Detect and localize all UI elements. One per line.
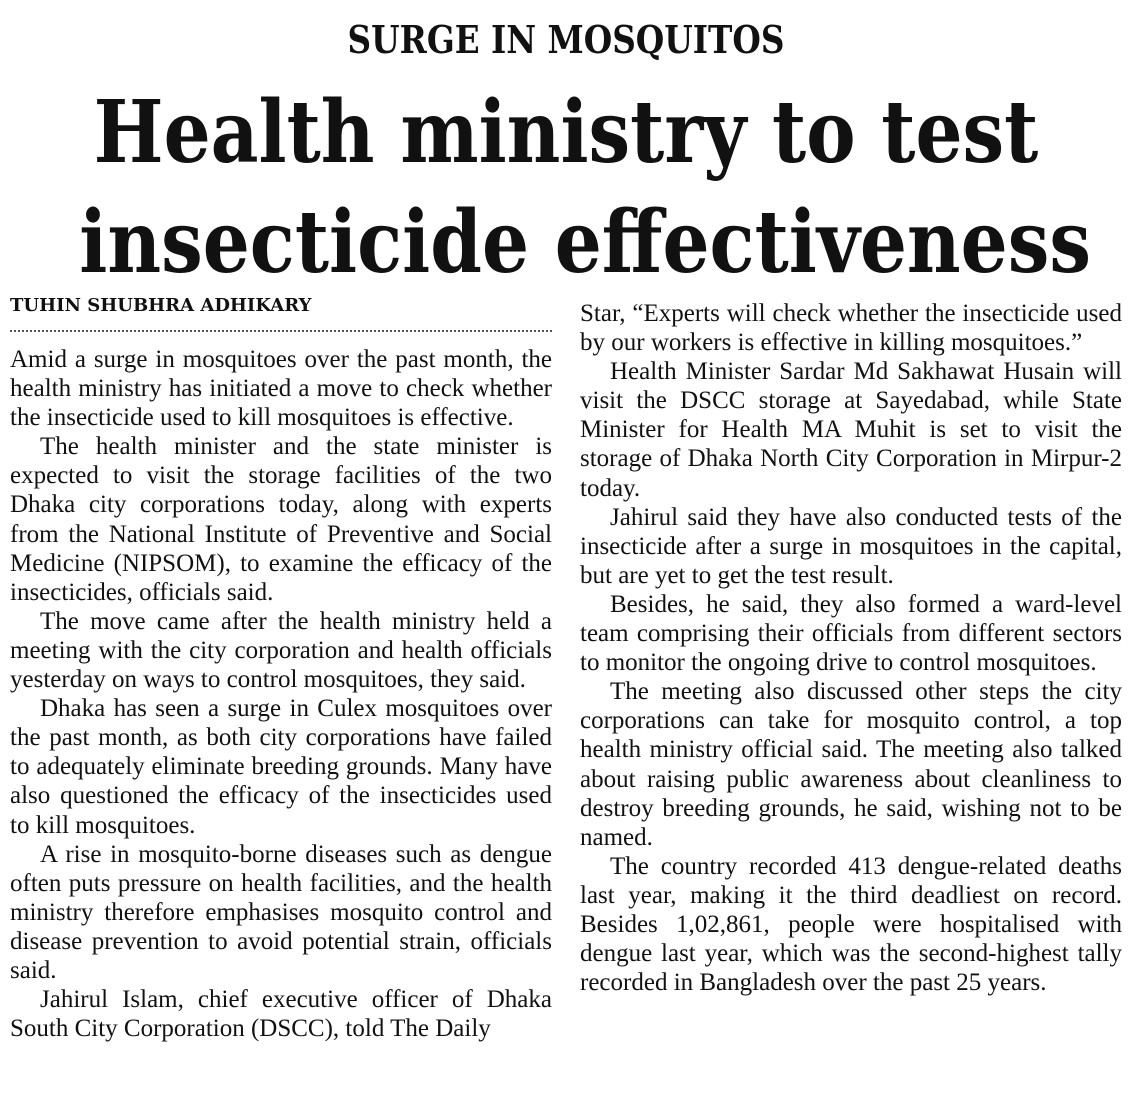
article-paragraph: Jahirul said they have also conducted tests of the insecticide after a surge in mosquitoes in the capital, but are yet to get the test result. xyxy=(580,503,1122,589)
article-paragraph: Besides, he said, they also formed a ward-level team comprising their officials from different sectors to monitor the ongoing drive to control mosquitoes. xyxy=(580,590,1122,677)
headline-line-2: insecticide effectiveness xyxy=(79,192,1091,293)
article-paragraph: The meeting also discussed other steps the city corporations can take for mosquito control, a top health ministry official said. The meeting also talked about raising public awareness about cleanliness to destroy breeding grounds, he said, wishing not to be named. xyxy=(580,678,1122,851)
article-paragraph: Jahirul Islam, chief executive officer of Dhaka South City Corporation (DSCC), told The Daily xyxy=(10,986,552,1043)
headline-line-1: Health ministry to test xyxy=(93,82,1039,183)
article-paragraph: The country recorded 413 dengue-related deaths last year, making it the third deadliest on record. Besides 1,02,861, people were hospitalised with dengue last year, which was the second-highest tally recorded in Bangladesh over the past 25 years. xyxy=(580,852,1122,997)
article-paragraph: The health minister and the state minister is expected to visit the storage facilities of the two Dhaka city corporations today, along with experts from the National Institute of Preventive and Social Medicine (NIPSOM), to examine the efficacy of the insecticides, officials said. xyxy=(10,433,552,606)
article-paragraph: Dhaka has seen a surge in Culex mosquitoes over the past month, as both city corporations have failed to adequately eliminate breeding grounds. Many have also questioned the efficacy of the insecticides used to kill mosquitoes. xyxy=(10,695,552,839)
kicker: SURGE IN MOSQUITOS xyxy=(347,17,785,62)
article-paragraph: Health Minister Sardar Md Sakhawat Husain will visit the DSCC storage at Sayedabad, while State Minister for Health MA Muhit is set to visit the storage of Dhaka North City Corporation in Mirpur-2 today. xyxy=(580,358,1122,502)
byline: TUHIN SHUBHRA ADHIKARY xyxy=(10,295,312,316)
article-paragraph: The move came after the health ministry held a meeting with the city corporation and health officials yesterday on ways to control mosquitoes, they said. xyxy=(10,607,552,694)
article-paragraph: Star, “Experts will check whether the insecticide used by our workers is effective in killing mosquitoes.” xyxy=(580,300,1122,357)
article-paragraph: Amid a surge in mosquitoes over the past month, the health ministry has initiated a move to check whether the insecticide used to kill mosquitoes is effective. xyxy=(10,346,552,432)
article-column-right xyxy=(580,299,1122,997)
article-column-left xyxy=(10,345,552,1043)
article-paragraph: A rise in mosquito-borne diseases such as dengue often puts pressure on health facilities, and the health ministry therefore emphasises mosquito control and disease prevention to avoid potential strain, officials said. xyxy=(10,840,552,984)
byline-divider xyxy=(10,330,552,332)
headline xyxy=(0,78,1132,298)
